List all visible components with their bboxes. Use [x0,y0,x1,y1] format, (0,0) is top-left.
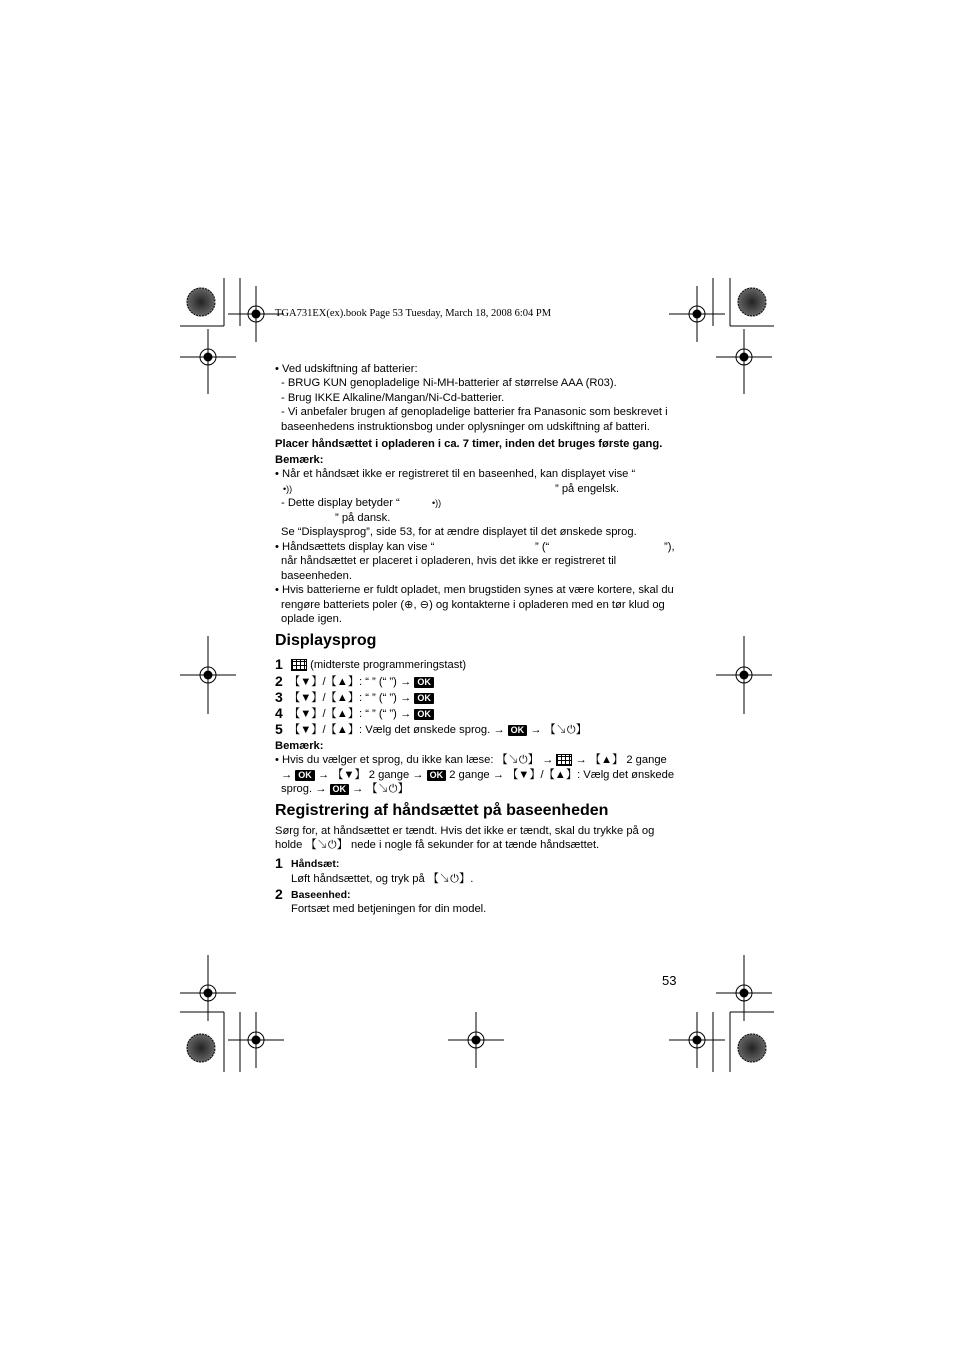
intro-line: holde 【↘⏻】 nede i nogle få sekunder for at tænde håndsættet. [275,839,600,851]
menu-icon [291,659,307,671]
note-line: baseenheden. [281,570,352,582]
ok-key: OK [330,784,350,795]
book-header: TGA731EX(ex).book Page 53 Tuesday, March 18, 2008 6:04 PM [275,308,552,319]
note-line: - Dette display betyder “ [281,497,400,509]
note-line: → OK → 【▼】 2 gange → OK 2 gange → 【▼】/【▲】: Vælg det ønskede [281,769,675,781]
charge-note: Placer håndsættet i opladeren i ca. 7 timer, inden det bruges første gang. [275,438,663,450]
step-label: Baseenhed: [291,889,351,901]
battery-item: baseenhedens instruktionsbog under oplysninger om udskiftning af batteri. [281,421,650,433]
step-text: 【▼】/【▲】: “ ” (“ ”) → OK [289,707,434,721]
page-number: 53 [662,973,677,988]
battery-item: - BRUG KUN genopladelige Ni-MH-batterier af størrelse AAA (R03). [281,377,617,389]
ok-key: OK [414,693,434,704]
step-text: Fortsæt med betjeningen for din model. [291,903,487,915]
note-line: Se “Displaysprog”, side 53, for at ændre displayet til det ønskede sprog. [281,526,637,538]
ok-key: OK [427,770,447,781]
step-text: 【▼】/【▲】: “ ” (“ ”) → OK [289,675,434,689]
step-text: Løft håndsættet, og tryk på 【↘⏻】. [291,873,474,885]
battery-intro: • Ved udskiftning af batterier: [275,363,418,375]
battery-item: - Vi anbefaler brugen af genopladelige batterier fra Panasonic som beskrevet i [281,406,668,418]
signal-icon: •)) [432,498,442,508]
note-line: • Hvis du vælger et sprog, du ikke kan læse: 【↘⏻】 → → 【▲】 2 gange [275,754,667,766]
ok-key: OK [295,770,315,781]
step-number: 5 [275,721,283,737]
step-text: 【▼】/【▲】: “ ” (“ ”) → OK [289,691,434,705]
battery-item: - Brug IKKE Alkaline/Mangan/Ni-Cd-batterier. [281,392,505,404]
note-line: • Når et håndsæt ikke er registreret til en baseenhed, kan displayet vise “ [275,468,636,480]
note-line: når håndsættet er placeret i opladeren, hvis det ikke er registreret til [281,555,617,567]
note-line: ” på dansk. [335,512,391,524]
step-number: 2 [275,886,283,902]
step-number: 4 [275,705,283,721]
step-number: 2 [275,673,283,689]
note-line: ” (“ [535,541,550,553]
note-label: Bemærk: [275,740,324,752]
section-title: Registrering af håndsættet på baseenheden [275,802,609,819]
step-number: 1 [275,855,283,871]
step-number: 1 [275,656,283,672]
ok-key: OK [414,709,434,720]
ok-key: OK [414,677,434,688]
note-line: • Hvis batterierne er fuldt opladet, men brugstiden synes at være kortere, skal du [275,584,674,596]
off-key: 【↘⏻】 [544,724,587,736]
step-label: Håndsæt: [291,858,340,870]
note-line: sprog. → OK → 【↘⏻】 [281,783,409,795]
note-line: ”), [664,541,675,553]
step-text: (midterste programmeringstast) [291,658,466,672]
note-line: ” på engelsk. [555,483,620,495]
ok-key: OK [508,725,528,736]
signal-icon: •)) [283,484,293,494]
note-line: oplade igen. [281,613,342,625]
intro-line: Sørg for, at håndsættet er tændt. Hvis det ikke er tændt, skal du trykke på og [275,825,655,837]
menu-icon [556,754,572,766]
note-line: • Håndsættets display kan vise “ [275,541,435,553]
note-line: rengøre batteriets poler (⊕, ⊖) og kontakterne i opladeren med en tør klud og [281,599,665,611]
note-label: Bemærk: [275,454,324,466]
step-number: 3 [275,689,283,705]
section-title: Displaysprog [275,632,377,649]
step-text: 【▼】/【▲】: Vælg det ønskede sprog. → OK → 【↘⏻】 [289,724,587,736]
